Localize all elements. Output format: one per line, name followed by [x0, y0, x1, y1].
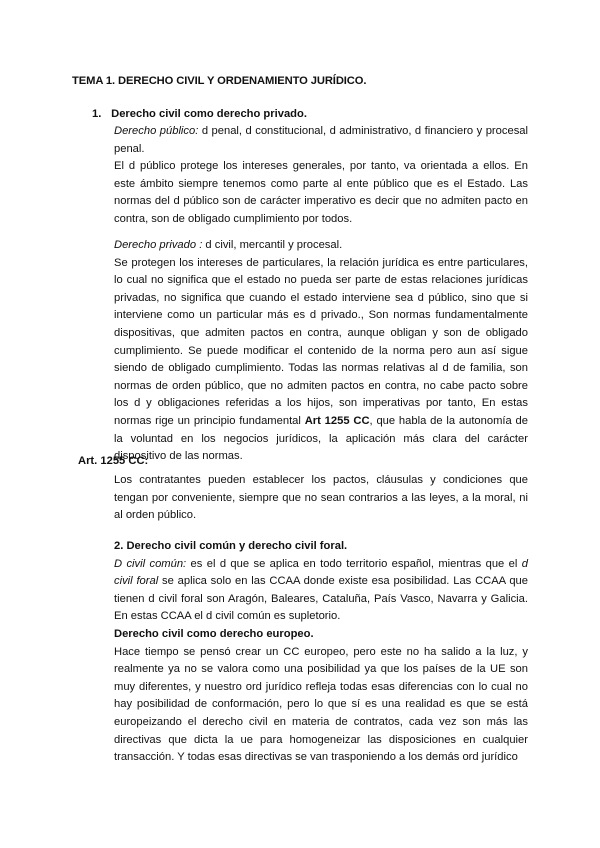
art-1255-text: Los contratantes pueden establecer los pactos, cláusulas y condiciones que tengan por conveniente, siempre que no sean contrarios a las leyes, a la moral, ni al orden público.: [114, 474, 528, 522]
private-law-text-a: Se protegen los intereses de particulares, la relación jurídica es entre particulares, lo cual no significa que el estado no pueda ser parte de estas relaciones jurídicas privadas, no significa que cuando el estado interviene sea d público, sino que si interviene como un particular más es d privado., Son normas fundamentalmente dispositivas, que admiten pactos en contra, aunque obligan y son de obligado cumplimiento. Se puede modificar el contenido de la norma pero aun así sigue siendo de obligado cumplimiento. Todas las normas relativas al d de familia, son normas de orden público, que no admiten pactos en contra, no cabe pacto sobre los d y obligaciones referidas a los hijos, son imperativas por tanto, En estas normas rige un principio fundamental: [114, 256, 528, 427]
public-law-paragraph: [114, 123, 528, 158]
section-1-number: 1.: [92, 108, 102, 120]
section-1-public-law: [114, 123, 528, 229]
art-1255-text-block: [114, 472, 528, 525]
section-1-heading-text: Derecho civil como derecho privado.: [111, 108, 307, 120]
section-2-paragraph: [114, 556, 528, 626]
section-2-heading: 2. Derecho civil común y derecho civil foral.: [114, 540, 348, 552]
european-law-heading: Derecho civil como derecho europeo.: [114, 627, 314, 640]
section-2-text-a: es el d que se aplica en todo territorio español, mientras que el: [186, 557, 522, 570]
public-law-description: El d público protege los intereses generales, por tanto, va orientada a ellos. En este ámbito siempre tenemos como parte al ente público que es el Estado. Las normas del d público son de carácter imperativo es decir que no admiten pacto en contra, son de obligado cumplimiento por todos.: [114, 160, 528, 225]
foral-civil-law-label: d civil foral: [114, 557, 528, 588]
european-law-paragraph: Hace tiempo se pensó crear un CC europeo, pero este no ha salido a la luz, y realmente ya no se valora como una posibilidad ya que los países de la UE son muy diferentes, y nuestro ord jurídico refleja todas esas diferencias con lo cual no hay posibilidad de conformación, pero lo que sí es una realidad es que se está europeizando el derecho civil en materia de contratos, cada vez son más las directivas que dicta la ue para homogeneizar las disposiciones en cualquier transacción. Y todas esas directivas se van trasponiendo a los demás ord jurídico: [114, 645, 528, 764]
public-law-label: Derecho público:: [114, 125, 199, 137]
private-law-paragraph: [114, 237, 528, 255]
section-2: [114, 538, 528, 767]
section-1-heading: [92, 108, 307, 120]
document-title: TEMA 1. DERECHO CIVIL Y ORDENAMIENTO JURÍDICO.: [72, 75, 367, 87]
art-1255-reference: Art 1255 CC: [304, 414, 370, 427]
public-law-list: d penal, d constitucional, d administrativo, d financiero y procesal penal.: [114, 125, 528, 155]
private-law-description: [114, 255, 528, 466]
private-law-label: Derecho privado :: [114, 239, 203, 251]
private-law-text-b: , que habla de la autonomía de la voluntad en los negocios jurídicos, la aplicación más clara del carácter dispositivo de las normas.: [114, 414, 529, 463]
private-law-list: d civil, mercantil y procesal.: [202, 239, 343, 251]
art-1255-heading: Art. 1255 CC:: [78, 455, 149, 467]
section-1-private-law: [114, 237, 528, 466]
common-civil-law-label: D civil común:: [114, 557, 187, 570]
section-2-text-b: se aplica solo en las CCAA donde existe esa posibilidad. Las CCAA que tienen d civil foral son Aragón, Baleares, Cataluña, País Vasco, Navarra y Galicia. En estas CCAA el d civil común es supletorio.: [114, 575, 529, 623]
